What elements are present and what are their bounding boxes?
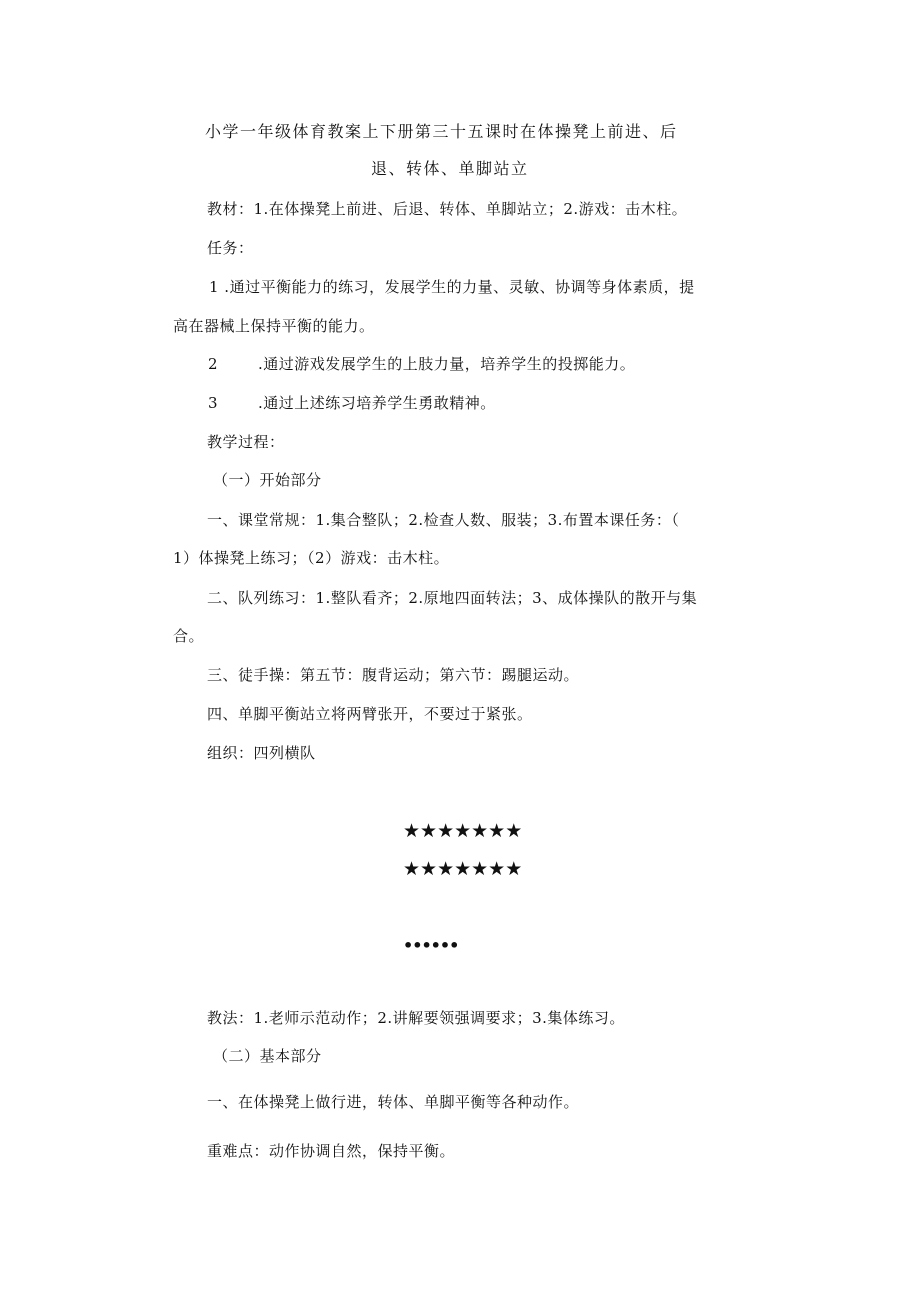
item1-line1: 一、课堂常规：1.集合整队；2.检查人数、服装；3.布置本课任务：（ — [207, 511, 680, 529]
document-title-line2: 退、转体、单脚站立 — [371, 159, 529, 178]
part1-heading: （一）开始部分 — [213, 471, 322, 489]
task1-line1: 1 .通过平衡能力的练习，发展学生的力量、灵敏、协调等身体素质，提 — [209, 278, 695, 296]
item2-line2: 合。 — [173, 627, 205, 645]
method-paragraph: 教法：1.老师示范动作；2.讲解要领强调要求；3.集体练习。 — [207, 1009, 625, 1027]
tasks-heading: 任务： — [207, 239, 254, 257]
process-heading: 教学过程： — [207, 433, 285, 451]
formation-row-1: ★★★★★★★ — [403, 820, 523, 842]
item1-line2: 1）体操凳上练习；（2）游戏：击木柱。 — [173, 549, 450, 567]
task2-text: .通过游戏发展学生的上肢力量，培养学生的投掷能力。 — [258, 355, 636, 373]
task3-number: 3 — [208, 394, 219, 412]
item4-paragraph: 四、单脚平衡站立将两臂张开，不要过于紧张。 — [207, 705, 533, 723]
teacher-position-marker: •••••• — [403, 936, 459, 955]
item2-line1: 二、队列练习：1.整队看齐；2.原地四面转法；3、成体操队的散开与集 — [207, 589, 698, 607]
task1-line2: 高在器械上保持平衡的能力。 — [173, 317, 375, 335]
material-paragraph: 教材：1.在体操凳上前进、后退、转体、单脚站立；2.游戏：击木柱。 — [207, 200, 688, 218]
basic-item1-paragraph: 一、在体操凳上做行进，转体、单脚平衡等各种动作。 — [207, 1093, 580, 1111]
task2-number: 2 — [208, 355, 219, 373]
part2-heading: （二）基本部分 — [213, 1047, 322, 1065]
formation-row-2: ★★★★★★★ — [403, 858, 523, 880]
item3-paragraph: 三、徒手操：第五节：腹背运动；第六节：踢腿运动。 — [207, 666, 580, 684]
key-points-paragraph: 重难点：动作协调自然，保持平衡。 — [207, 1142, 456, 1160]
task3-text: .通过上述练习培养学生勇敢精神。 — [258, 394, 496, 412]
document-title-line1: 小学一年级体育教案上下册第三十五课时在体操凳上前进、后 — [205, 122, 678, 141]
organization-line: 组织：四列横队 — [207, 744, 316, 762]
